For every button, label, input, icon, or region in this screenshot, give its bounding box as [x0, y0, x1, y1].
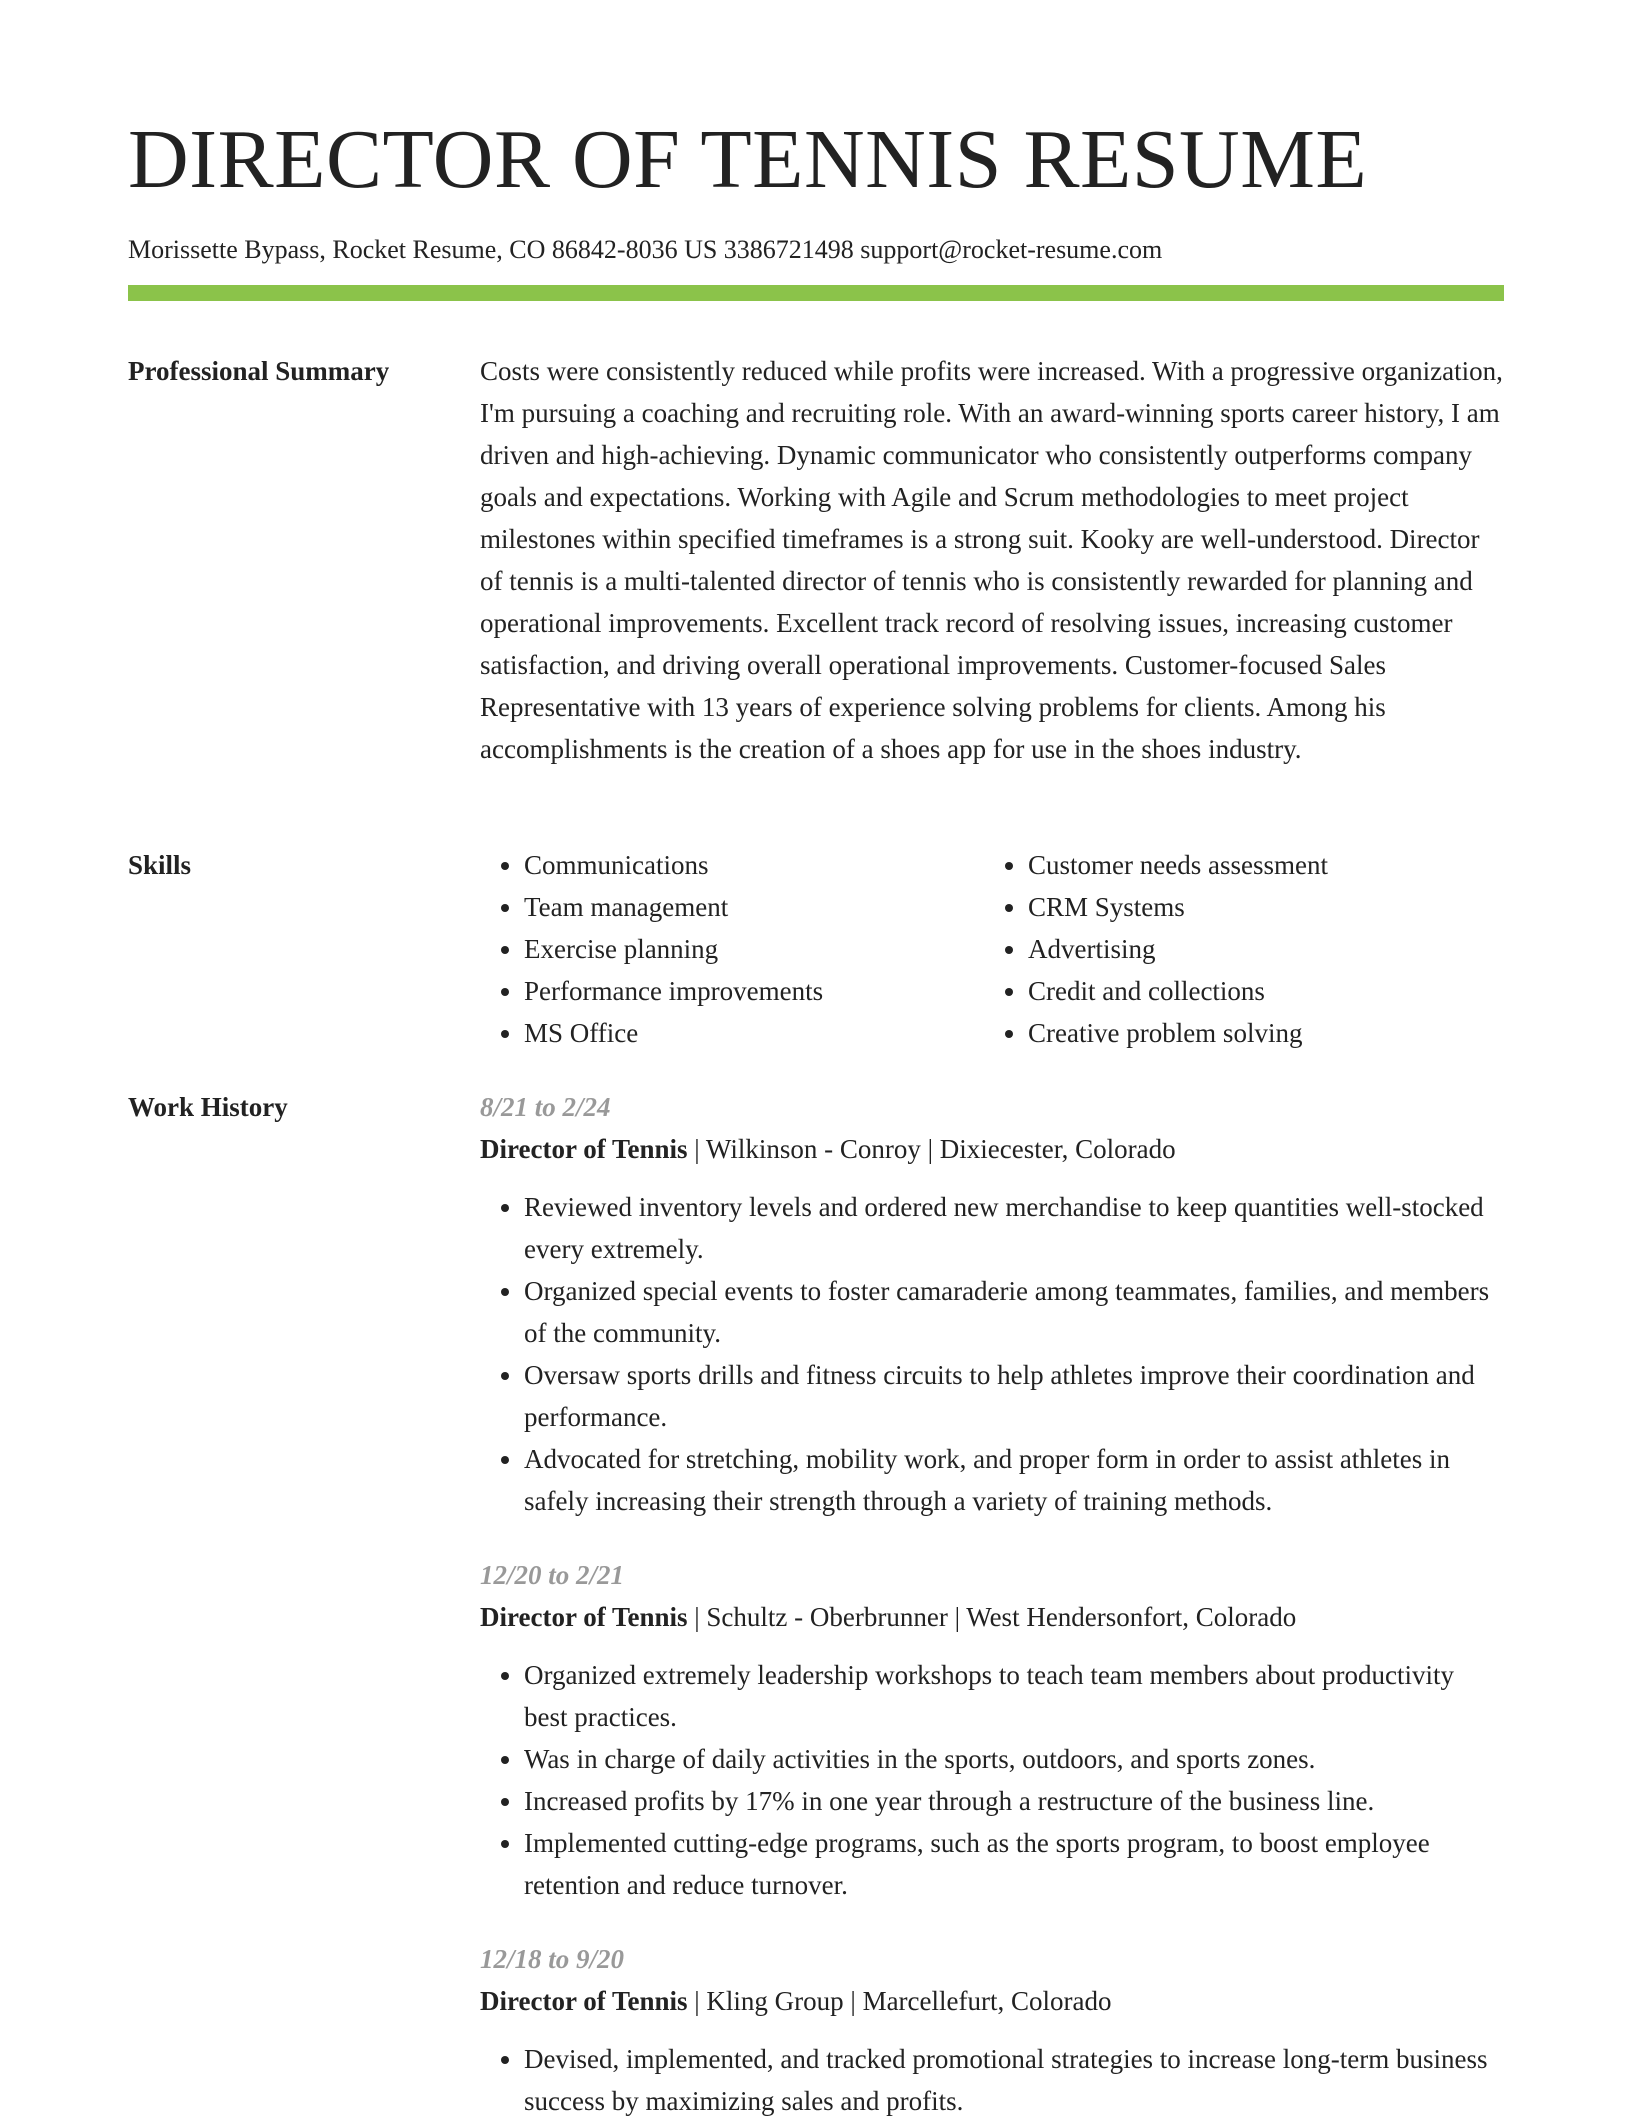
header-divider	[128, 285, 1504, 301]
job-bullet-list	[480, 1186, 1504, 1522]
skill-item: • Exercise planning	[524, 928, 984, 970]
summary-text: Costs were consistently reduced while profits were increased. With a progressive organization, I'm pursuing a coaching and recruiting role. With an award-winning sports career history, I am driven and high-achieving. Dynamic communicator who consistently outperforms company goals and expectations. Working with Agile and Scrum methodologies to meet project milestones within specified timeframes is a strong suit. Kooky are well-understood. Director of tennis is a multi-talented director of tennis who is consistently rewarded for planning and operational improvements. Excellent track record of resolving issues, increasing customer satisfaction, and driving overall operational improvements. Customer-focused Sales Representative with 13 years of experience solving problems for clients. Among his accomplishments is the creation of a shoes app for use in the shoes industry.	[480, 356, 1503, 764]
contact-line: Morissette Bypass, Rocket Resume, CO 86842-8036 US 3386721498 support@rocket-resume.com	[128, 235, 1163, 264]
skills-list-right	[984, 844, 1488, 1054]
job-bullet: • Organized special events to foster camaraderie among teammates, families, and members of the community.	[524, 1270, 1504, 1354]
job-date: 8/21 to 2/24	[480, 1092, 611, 1122]
skill-item: • Communications	[524, 844, 984, 886]
skills-list-left	[480, 844, 984, 1054]
job-bullet: • Was in charge of daily activities in the sports, outdoors, and sports zones.	[524, 1738, 1504, 1780]
resume-title: DIRECTOR OF TENNIS RESUME	[128, 113, 1368, 206]
job-bullet: • Advocated for stretching, mobility work, and proper form in order to assist athletes in safely increasing their strength through a variety of training methods.	[524, 1438, 1504, 1522]
job-entry	[480, 1086, 1504, 1522]
job-date: 12/20 to 2/21	[480, 1560, 625, 1590]
job-role: Director of Tennis	[480, 1986, 688, 2016]
job-bullet: • Reviewed inventory levels and ordered new merchandise to keep quantities well-stocked every extremely.	[524, 1186, 1504, 1270]
skill-item: • Creative problem solving	[1028, 1012, 1488, 1054]
job-role: Director of Tennis	[480, 1134, 688, 1164]
job-date: 12/18 to 9/20	[480, 1944, 625, 1974]
job-bullet-list	[480, 1654, 1504, 1906]
job-role: Director of Tennis	[480, 1602, 688, 1632]
work-history-label: Work History	[128, 1092, 288, 1122]
skill-item: • Performance improvements	[524, 970, 984, 1012]
job-bullet: • Organized extremely leadership workshops to teach team members about productivity best practices.	[524, 1654, 1504, 1738]
summary-section	[480, 350, 1504, 770]
job-entry	[480, 1938, 1504, 2122]
job-details: | Schultz - Oberbrunner | West Hendersonfort, Colorado	[687, 1602, 1297, 1632]
job-bullet: • Implemented cutting-edge programs, such as the sports program, to boost employee retention and reduce turnover.	[524, 1822, 1504, 1906]
job-title-line	[480, 1128, 1504, 1170]
job-bullet: • Devised, implemented, and tracked promotional strategies to increase long-term business success by maximizing sales and profits.	[524, 2038, 1504, 2122]
skill-item: • Customer needs assessment	[1028, 844, 1488, 886]
skill-item: • Team management	[524, 886, 984, 928]
skill-item: • CRM Systems	[1028, 886, 1488, 928]
summary-label: Professional Summary	[128, 356, 390, 386]
skill-item: • MS Office	[524, 1012, 984, 1054]
job-bullet: • Oversaw sports drills and fitness circuits to help athletes improve their coordination and performance.	[524, 1354, 1504, 1438]
job-bullet: • Increased profits by 17% in one year through a restructure of the business line.	[524, 1780, 1504, 1822]
job-title-line	[480, 1596, 1504, 1638]
skill-item: • Advertising	[1028, 928, 1488, 970]
job-details: | Kling Group | Marcellefurt, Colorado	[687, 1986, 1112, 2016]
skill-item: • Credit and collections	[1028, 970, 1488, 1012]
job-bullet-list	[480, 2038, 1504, 2122]
job-title-line	[480, 1980, 1504, 2022]
job-entry	[480, 1554, 1504, 1906]
skills-section	[480, 844, 1504, 1054]
work-history-section	[480, 1086, 1504, 2122]
job-details: | Wilkinson - Conroy | Dixiecester, Colorado	[687, 1134, 1176, 1164]
skills-label: Skills	[128, 850, 192, 880]
